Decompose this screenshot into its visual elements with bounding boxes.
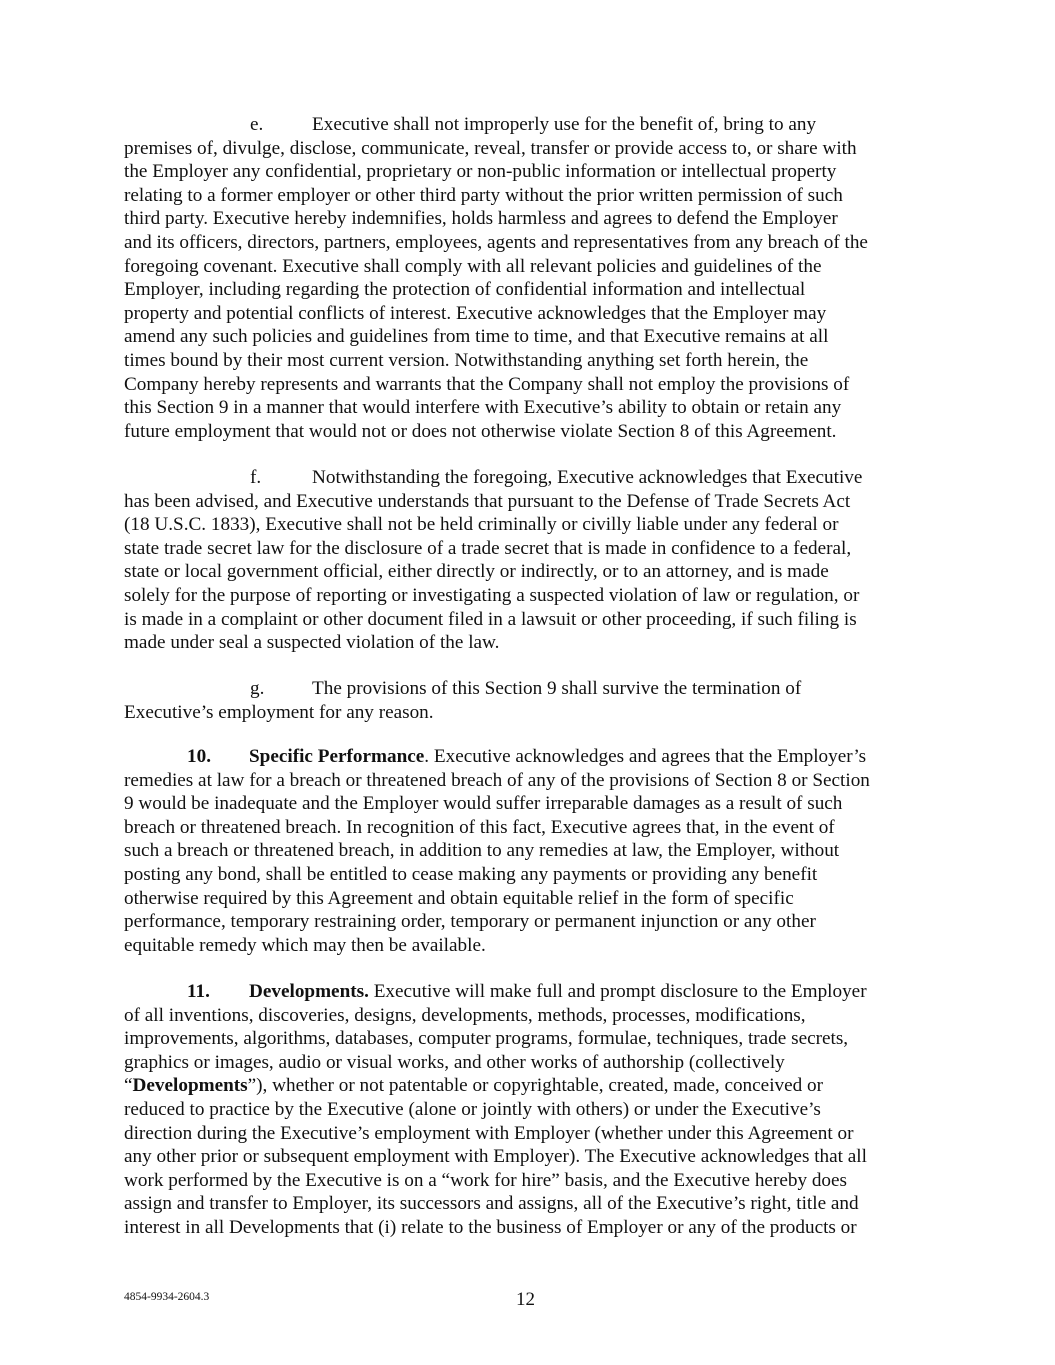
- paragraph-line: relating to a former employer or other third party without the prior written permission of such: [124, 184, 843, 206]
- paragraph-line: and its officers, directors, partners, employees, agents and representatives from any breach of the: [124, 231, 868, 253]
- paragraph-line: g. The provisions of this Section 9 shall survive the termination of: [250, 678, 802, 699]
- paragraph-line: performance, temporary restraining order, temporary or permanent injunction or any other: [124, 911, 816, 933]
- paragraph-line: graphics or images, audio or visual works, and other works of authorship (collectively: [124, 1051, 785, 1073]
- subsection-label: f.: [250, 467, 262, 488]
- paragraph-9f: [124, 466, 944, 655]
- paragraph-line: times bound by their most current version. Notwithstanding anything set forth herein, the: [124, 349, 809, 371]
- page-number: 12: [516, 1289, 535, 1310]
- paragraph-line: otherwise required by this Agreement and obtain equitable relief in the form of specific: [124, 887, 794, 909]
- paragraph-line: Employer, including regarding the protection of confidential information and intellectual: [124, 279, 806, 301]
- subsection-label: e.: [250, 114, 264, 135]
- paragraph-line: Company hereby represents and warrants that the Company shall not employ the provisions of: [124, 373, 850, 395]
- section-11-developments: [124, 980, 944, 1240]
- paragraph-line: state trade secret law for the disclosure of a trade secret that is made in confidence to a federal,: [124, 537, 852, 559]
- paragraph-line: future employment that would not or does not otherwise violate Section 8 of this Agreement.: [124, 420, 837, 442]
- paragraph-line: Executive’s employment for any reason.: [124, 701, 434, 723]
- paragraph-line: work performed by the Executive is on a “work for hire” basis, and the Executive hereby does: [124, 1169, 848, 1191]
- paragraph-line: breach or threatened breach. In recognition of this fact, Executive agrees that, in the event of: [124, 816, 835, 838]
- paragraph-line: is made in a complaint or other document filed in a lawsuit or other proceeding, if such filing is: [124, 608, 857, 630]
- paragraph-line: “Developments”), whether or not patentable or copyrightable, created, made, conceived or: [124, 1075, 824, 1097]
- paragraph-line: amend any such policies and guidelines from time to time, and that Executive remains at all: [124, 326, 829, 348]
- section-number: 10.: [187, 746, 211, 767]
- paragraph-line: such a breach or threatened breach, in addition to any remedies at law, the Employer, without: [124, 840, 840, 862]
- paragraph-line: state or local government official, either directly or indirectly, or to an attorney, and is made: [124, 561, 829, 583]
- paragraph-line: improvements, algorithms, databases, computer programs, formulae, techniques, trade secrets,: [124, 1028, 849, 1050]
- subsection-label: g.: [250, 678, 265, 699]
- paragraph-9e: [124, 113, 944, 443]
- paragraph-line: third party. Executive hereby indemnifies, holds harmless and agrees to defend the Employer: [124, 208, 838, 230]
- paragraph-line: 11. Developments. Executive will make full and prompt disclosure to the Employer: [187, 981, 867, 1002]
- section-number: 11.: [187, 981, 210, 1002]
- paragraph-line: remedies at law for a breach or threatened breach of any of the provisions of Section 8 or Section: [124, 769, 870, 791]
- paragraph-line: made under seal a suspected violation of the law.: [124, 632, 500, 654]
- paragraph-line: any other prior or subsequent employment with Employer). The Executive acknowledges that all: [124, 1146, 867, 1168]
- paragraph-line: has been advised, and Executive understands that pursuant to the Defense of Trade Secrets Act: [124, 490, 851, 512]
- paragraph-line: 9 would be inadequate and the Employer would suffer irreparable damages as a result of such: [124, 793, 843, 815]
- paragraph-line: f. Notwithstanding the foregoing, Executive acknowledges that Executive: [250, 467, 863, 488]
- paragraph-line: equitable remedy which may then be available.: [124, 934, 486, 956]
- section-heading: Developments.: [249, 981, 369, 1002]
- defined-term: Developments: [132, 1075, 248, 1097]
- paragraph-line: interest in all Developments that (i) relate to the business of Employer or any of the products or: [124, 1216, 857, 1238]
- paragraph-line: foregoing covenant. Executive shall comply with all relevant policies and guidelines of the: [124, 255, 822, 277]
- paragraph-line: posting any bond, shall be entitled to cease making any payments or providing any benefit: [124, 863, 818, 885]
- paragraph-line: solely for the purpose of reporting or investigating a suspected violation of law or regulation, or: [124, 584, 860, 606]
- section-10-specific-performance: [124, 745, 944, 957]
- paragraph-line: 10. Specific Performance. Executive acknowledges and agrees that the Employer’s: [187, 746, 867, 767]
- section-heading: Specific Performance: [249, 746, 425, 767]
- footer-document-id: 4854-9934-2604.3: [124, 1291, 210, 1303]
- paragraph-line: the Employer any confidential, proprietary or non-public information or intellectual property: [124, 161, 837, 183]
- paragraph-line: this Section 9 in a manner that would interfere with Executive’s ability to obtain or retain any: [124, 397, 842, 419]
- paragraph-line: of all inventions, discoveries, designs, developments, methods, processes, modifications,: [124, 1004, 806, 1026]
- paragraph-line: reduced to practice by the Executive (alone or jointly with others) or under the Executive’s: [124, 1098, 821, 1120]
- paragraph-line: premises of, divulge, disclose, communicate, reveal, transfer or provide access to, or share with: [124, 137, 857, 159]
- paragraph-9g: [124, 677, 944, 724]
- paragraph-line: direction during the Executive’s employment with Employer (whether under this Agreement or: [124, 1122, 854, 1144]
- paragraph-line: e. Executive shall not improperly use for the benefit of, bring to any: [250, 114, 817, 135]
- paragraph-line: assign and transfer to Employer, its successors and assigns, all of the Executive’s right, title and: [124, 1193, 859, 1215]
- paragraph-line: property and potential conflicts of interest. Executive acknowledges that the Employer may: [124, 302, 827, 324]
- paragraph-line: (18 U.S.C. 1833), Executive shall not be held criminally or civilly liable under any federal or: [124, 514, 839, 536]
